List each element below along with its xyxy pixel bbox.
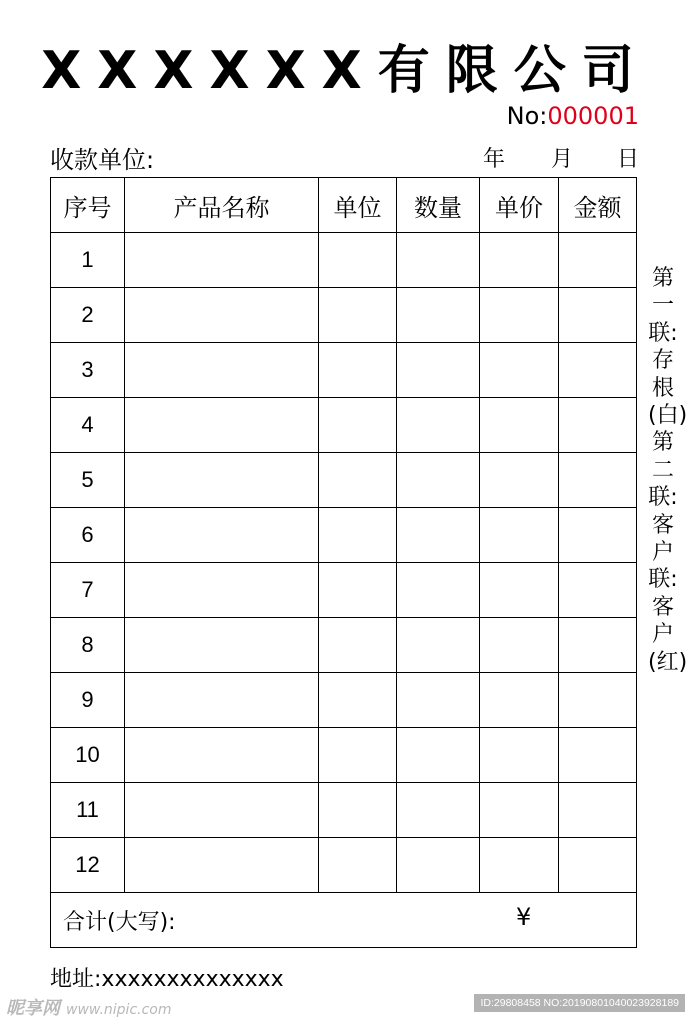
row-cell (397, 618, 480, 673)
row-cell (125, 233, 319, 288)
row-cell (319, 563, 397, 618)
row-cell (319, 838, 397, 893)
row-cell (480, 838, 559, 893)
receipt-table (50, 177, 637, 948)
row-cell (319, 508, 397, 563)
table-row (51, 563, 637, 618)
table-row (51, 728, 637, 783)
header-index: 序号 (51, 178, 125, 233)
table-row (51, 233, 637, 288)
company-title: XXXXXX有限公司 (41, 41, 650, 101)
table-row (51, 288, 637, 343)
header-unit: 单位 (319, 178, 397, 233)
row-cell (125, 453, 319, 508)
total-currency-symbol: ¥ (516, 903, 532, 931)
row-index: 2 (51, 288, 125, 343)
row-cell (397, 453, 480, 508)
table-row (51, 398, 637, 453)
row-cell (559, 288, 637, 343)
row-cell (480, 728, 559, 783)
row-cell (125, 783, 319, 838)
date-month: 月 (550, 147, 573, 172)
watermark-brand: 昵享网 (6, 998, 60, 1019)
row-cell (480, 288, 559, 343)
row-cell (125, 563, 319, 618)
row-index: 7 (51, 563, 125, 618)
row-cell (319, 288, 397, 343)
table-row (51, 508, 637, 563)
row-cell (319, 618, 397, 673)
row-cell (125, 618, 319, 673)
row-cell (559, 618, 637, 673)
header-product-name: 产品名称 (125, 178, 319, 233)
row-cell (397, 508, 480, 563)
table-header-row (51, 178, 637, 233)
table-row (51, 453, 637, 508)
row-index: 10 (51, 728, 125, 783)
row-cell (559, 508, 637, 563)
total-label: 合计(大写): (63, 910, 176, 935)
row-index: 3 (51, 343, 125, 398)
row-cell (559, 233, 637, 288)
header-quantity: 数量 (397, 178, 480, 233)
address-value: xxxxxxxxxxxxxx (101, 967, 284, 992)
row-cell (397, 398, 480, 453)
row-cell (125, 673, 319, 728)
row-cell (397, 728, 480, 783)
header-amount: 金额 (559, 178, 637, 233)
receipt-number-label: No: (506, 102, 548, 130)
row-cell (125, 728, 319, 783)
row-index: 8 (51, 618, 125, 673)
row-cell (319, 453, 397, 508)
date-day: 日 (616, 147, 639, 172)
row-cell (559, 453, 637, 508)
row-cell (319, 728, 397, 783)
row-cell (480, 343, 559, 398)
row-index: 11 (51, 783, 125, 838)
row-cell (559, 563, 637, 618)
row-cell (125, 398, 319, 453)
row-cell (319, 398, 397, 453)
row-cell (397, 673, 480, 728)
row-cell (397, 563, 480, 618)
row-cell (319, 783, 397, 838)
table-row (51, 343, 637, 398)
row-cell (480, 398, 559, 453)
table-row (51, 838, 637, 893)
row-index: 6 (51, 508, 125, 563)
watermark-url: www.nipic.com (66, 1002, 172, 1018)
row-index: 12 (51, 838, 125, 893)
row-cell (559, 783, 637, 838)
date-year: 年 (482, 147, 505, 172)
row-index: 5 (51, 453, 125, 508)
copy-distribution-note: 第一联:存根(白)第二联:客户联:客户(红) (648, 266, 688, 675)
row-cell (480, 453, 559, 508)
row-cell (397, 343, 480, 398)
row-cell (480, 508, 559, 563)
watermark-id: ID:29808458 NO:20190801040023928189 (474, 994, 685, 1012)
row-cell (125, 288, 319, 343)
row-cell (559, 343, 637, 398)
row-cell (559, 673, 637, 728)
row-cell (559, 838, 637, 893)
receipt-number-value: 000001 (547, 102, 639, 130)
row-cell (125, 838, 319, 893)
total-cell (51, 893, 637, 948)
row-cell (480, 563, 559, 618)
row-index: 9 (51, 673, 125, 728)
row-cell (319, 673, 397, 728)
row-cell (480, 673, 559, 728)
row-cell (480, 233, 559, 288)
payee-label: 收款单位: (50, 146, 155, 174)
row-cell (559, 728, 637, 783)
table-body (51, 233, 637, 893)
watermark-logo (6, 994, 172, 1020)
date-fields (483, 142, 639, 173)
row-cell (319, 343, 397, 398)
row-cell (125, 343, 319, 398)
row-cell (319, 233, 397, 288)
header-unit-price: 单价 (480, 178, 559, 233)
row-index: 4 (51, 398, 125, 453)
row-cell (480, 618, 559, 673)
table-row (51, 618, 637, 673)
total-row (51, 893, 637, 948)
row-cell (480, 783, 559, 838)
row-cell (397, 288, 480, 343)
row-cell (397, 783, 480, 838)
row-cell (559, 398, 637, 453)
row-index: 1 (51, 233, 125, 288)
address (50, 962, 284, 993)
table-row (51, 783, 637, 838)
address-label: 地址: (50, 967, 102, 992)
row-cell (397, 838, 480, 893)
row-cell (125, 508, 319, 563)
receipt-number (507, 102, 639, 130)
table-row (51, 673, 637, 728)
row-cell (397, 233, 480, 288)
